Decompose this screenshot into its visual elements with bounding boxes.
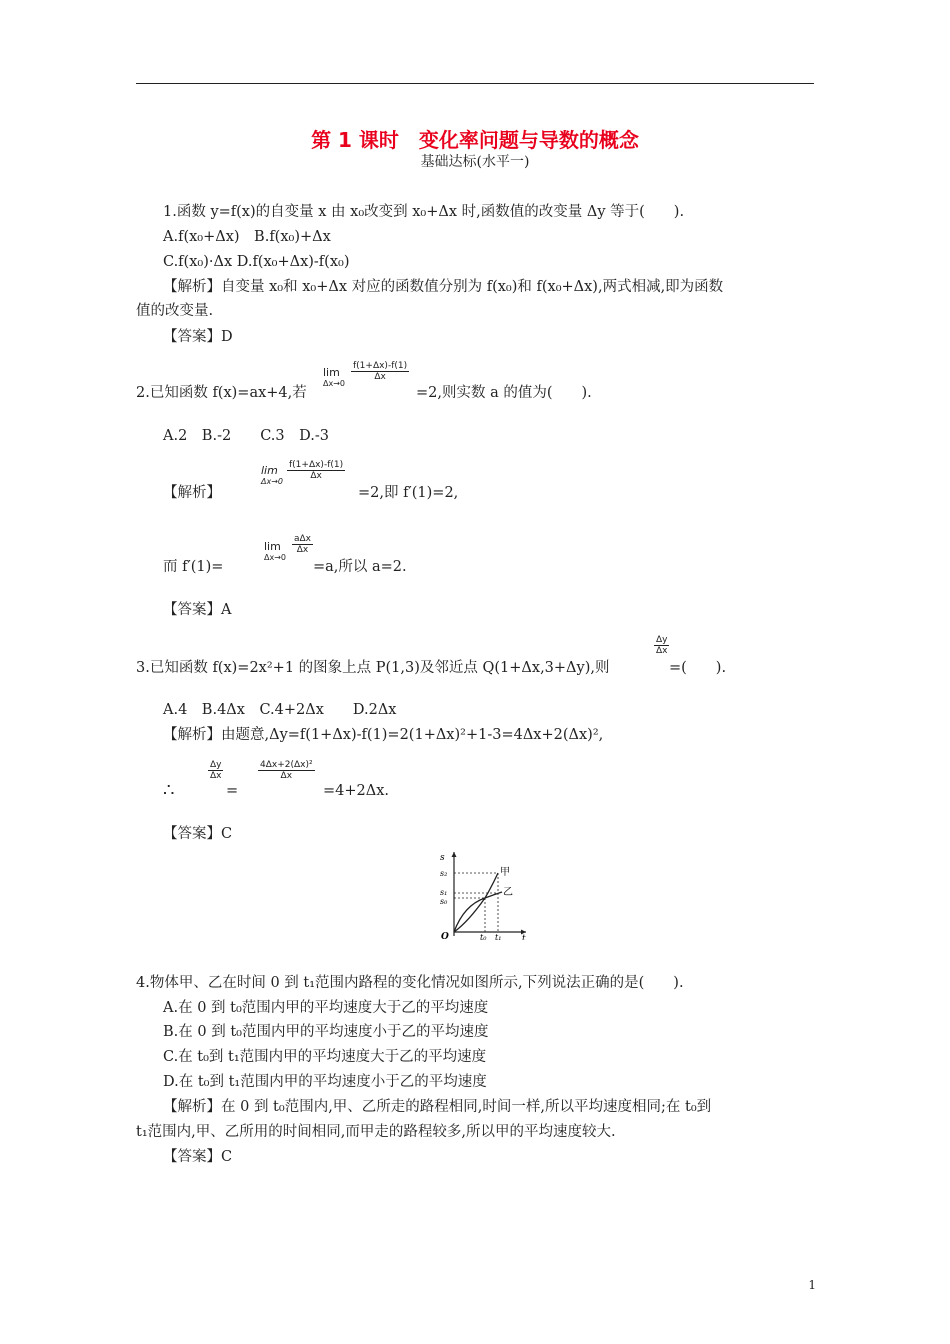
q1-options-cd: C.f(x₀)·Δx D.f(x₀+Δx)-f(x₀)	[163, 254, 350, 270]
q3-stem-fraction	[654, 635, 669, 656]
q2-options: A.2 B.-2 C.3 D.-3	[163, 428, 329, 444]
q2-analysis-den: Δx	[310, 471, 322, 481]
s-axis-arrow	[452, 852, 457, 857]
yi-label: 乙	[503, 887, 513, 898]
q2-frac-num: f(1+Δx)-f(1)	[353, 361, 408, 371]
q2-second-limit-word: lim	[264, 540, 281, 553]
t1-label: t₁	[495, 933, 502, 940]
q4-option-d: D.在 t₀到 t₁范围内甲的平均速度小于乙的平均速度	[163, 1074, 487, 1090]
q2-frac-den: Δx	[374, 372, 386, 382]
q3-therefore: ∴	[163, 780, 175, 801]
q4-option-b: B.在 0 到 t₀范围内甲的平均速度小于乙的平均速度	[163, 1024, 489, 1040]
q2-second-limit	[264, 541, 286, 563]
t-axis-label: t	[522, 934, 526, 940]
q1-stem: 1.函数 y=f(x)的自变量 x 由 x₀改变到 x₀+Δx 时,函数值的改变量 Δy 等于( ).	[163, 204, 685, 220]
q1-answer: 【答案】D	[163, 329, 233, 345]
q3-analysis: 【解析】由题意,Δy=f(1+Δx)-f(1)=2(1+Δx)²+1-3=4Δx+2(Δx)²,	[163, 727, 604, 743]
q2-stem-pre: 2.已知函数 f(x)=ax+4,若	[136, 385, 307, 401]
q2-second-pre: 而 f′(1)=	[163, 559, 224, 575]
page-number: 1	[808, 1278, 816, 1292]
q2-second-num: aΔx	[294, 534, 311, 544]
q2-stem-post: =2,则实数 a 的值为( ).	[416, 385, 592, 401]
q2-second-fraction	[292, 534, 313, 555]
distance-time-figure	[438, 850, 528, 940]
page-subtitle: 基础达标(水平一)	[420, 154, 530, 170]
q2-analysis-limit-sub: Δx→0	[261, 477, 283, 486]
q3-frac-expr	[258, 760, 315, 781]
q4-analysis-cont: t₁范围内,甲、乙所用的时间相同,而甲走的路程较多,所以甲的平均速度较大.	[136, 1124, 616, 1140]
s2-label: s₂	[440, 869, 448, 878]
q2-limit	[323, 367, 345, 389]
q3-frac-dy-num: Δy	[210, 760, 222, 770]
q2-analysis-label: 【解析】	[163, 485, 221, 501]
q2-limit-word: lim	[323, 366, 340, 379]
q2-answer: 【答案】A	[163, 602, 232, 618]
t0-label: t₀	[480, 933, 487, 940]
q3-stem-den: Δx	[656, 646, 668, 656]
q4-analysis: 【解析】在 0 到 t₀范围内,甲、乙所走的路程相同,时间一样,所以平均速度相同;在 t₀到	[163, 1099, 712, 1115]
q3-frac-expr-den: Δx	[280, 771, 293, 781]
q4-answer: 【答案】C	[163, 1149, 233, 1165]
q2-analysis-limit	[261, 465, 283, 487]
q3-stem: 3.已知函数 f(x)=2x²+1 的图象上点 P(1,3)及邻近点 Q(1+Δx,3+Δy),则	[136, 660, 610, 676]
q2-limit-sub: Δx→0	[323, 379, 345, 388]
q4-option-a: A.在 0 到 t₀范围内甲的平均速度大于乙的平均速度	[163, 1000, 489, 1016]
q3-stem-post: =( ).	[669, 660, 727, 676]
header-rule	[136, 83, 814, 84]
q3-result: =4+2Δx.	[323, 783, 390, 799]
q4-option-c: C.在 t₀到 t₁范围内甲的平均速度大于乙的平均速度	[163, 1049, 487, 1065]
page-title: 第 1 课时 变化率问题与导数的概念	[311, 128, 639, 152]
q1-analysis-cont: 值的改变量.	[136, 303, 214, 319]
origin-label: O	[441, 932, 449, 940]
q3-eq: =	[226, 783, 239, 799]
q2-analysis-num: f(1+Δx)-f(1)	[289, 460, 344, 470]
q2-second-den: Δx	[296, 545, 309, 555]
q1-analysis: 【解析】自变量 x₀和 x₀+Δx 对应的函数值分别为 f(x₀)和 f(x₀+Δx),两式相减,即为函数	[163, 279, 724, 295]
q2-fraction	[351, 361, 409, 382]
q3-stem-num: Δy	[656, 635, 668, 645]
q3-frac-dy	[208, 760, 223, 781]
s0-label: s₀	[440, 897, 448, 906]
jia-label: 甲	[500, 867, 510, 878]
q2-analysis-post: =2,即 f′(1)=2,	[358, 485, 459, 501]
q2-analysis-fraction	[287, 460, 345, 481]
q3-frac-dy-den: Δx	[210, 771, 222, 781]
q4-stem: 4.物体甲、乙在时间 0 到 t₁范围内路程的变化情况如图所示,下列说法正确的是( ).	[136, 975, 684, 991]
q3-frac-expr-num: 4Δx+2(Δx)²	[260, 760, 313, 770]
q2-second-post: =a,所以 a=2.	[313, 559, 407, 575]
s-axis-label: s	[440, 853, 445, 863]
q2-analysis-limit-word: lim	[261, 464, 278, 477]
s1-label: s₁	[440, 888, 448, 897]
q3-answer: 【答案】C	[163, 826, 233, 842]
q1-options-ab: A.f(x₀+Δx) B.f(x₀)+Δx	[163, 229, 331, 245]
q3-options: A.4 B.4Δx C.4+2Δx D.2Δx	[163, 702, 397, 718]
q2-second-limit-sub: Δx→0	[264, 553, 286, 562]
